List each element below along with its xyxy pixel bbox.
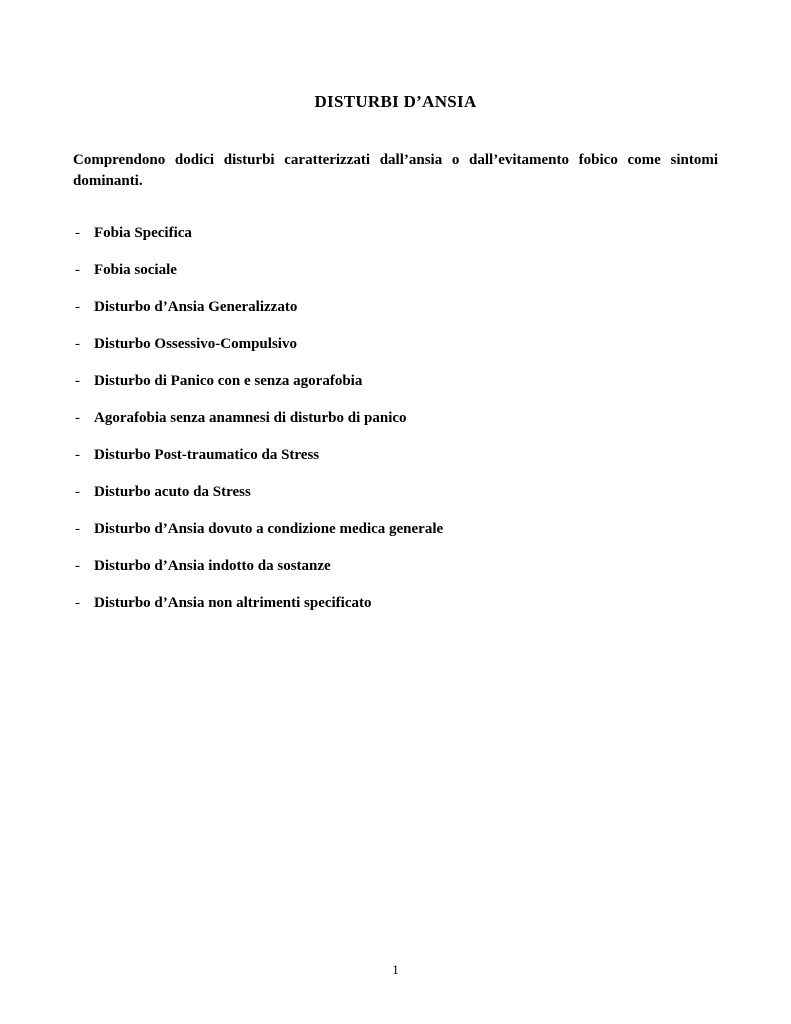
list-item bbox=[73, 298, 718, 317]
list-item-label: Fobia Specifica bbox=[94, 225, 192, 241]
intro-paragraph: Comprendono dodici disturbi caratterizzati dall’ansia o dall’evitamento fobico come sintomi dominanti. bbox=[73, 152, 718, 189]
list-item-label: Disturbo Post-traumatico da Stress bbox=[94, 447, 320, 463]
dash-bullet: - bbox=[75, 225, 80, 241]
list-item bbox=[73, 261, 718, 280]
list-item bbox=[73, 483, 718, 502]
list-item bbox=[73, 594, 718, 613]
list-item-label: Disturbo d’Ansia dovuto a condizione medica generale bbox=[94, 521, 444, 537]
list-item bbox=[73, 335, 718, 354]
list-item bbox=[73, 409, 718, 428]
dash-bullet: - bbox=[75, 262, 80, 278]
list-item bbox=[73, 372, 718, 391]
list-item bbox=[73, 446, 718, 465]
dash-bullet: - bbox=[75, 373, 80, 389]
list-item-label: Disturbo Ossessivo-Compulsivo bbox=[94, 336, 297, 352]
page-title: DISTURBI D’ANSIA bbox=[314, 92, 477, 111]
dash-bullet: - bbox=[75, 447, 80, 463]
dash-bullet: - bbox=[75, 336, 80, 352]
list-item bbox=[73, 224, 718, 243]
list-item-label: Disturbo d’Ansia indotto da sostanze bbox=[94, 558, 331, 574]
dash-bullet: - bbox=[75, 521, 80, 537]
list-item-label: Disturbo d’Ansia non altrimenti specificato bbox=[94, 595, 372, 611]
list-item-label: Disturbo acuto da Stress bbox=[94, 484, 251, 500]
list-item bbox=[73, 557, 718, 576]
dash-bullet: - bbox=[75, 484, 80, 500]
list-item-label: Disturbo di Panico con e senza agorafobia bbox=[94, 373, 363, 389]
disorder-list bbox=[73, 224, 718, 613]
dash-bullet: - bbox=[75, 595, 80, 611]
dash-bullet: - bbox=[75, 299, 80, 315]
list-item-label: Agorafobia senza anamnesi di disturbo di panico bbox=[94, 410, 407, 426]
page-number: 1 bbox=[392, 962, 399, 977]
list-item-label: Disturbo d’Ansia Generalizzato bbox=[94, 299, 298, 315]
list-item bbox=[73, 520, 718, 539]
dash-bullet: - bbox=[75, 558, 80, 574]
dash-bullet: - bbox=[75, 410, 80, 426]
list-item-label: Fobia sociale bbox=[94, 262, 177, 278]
